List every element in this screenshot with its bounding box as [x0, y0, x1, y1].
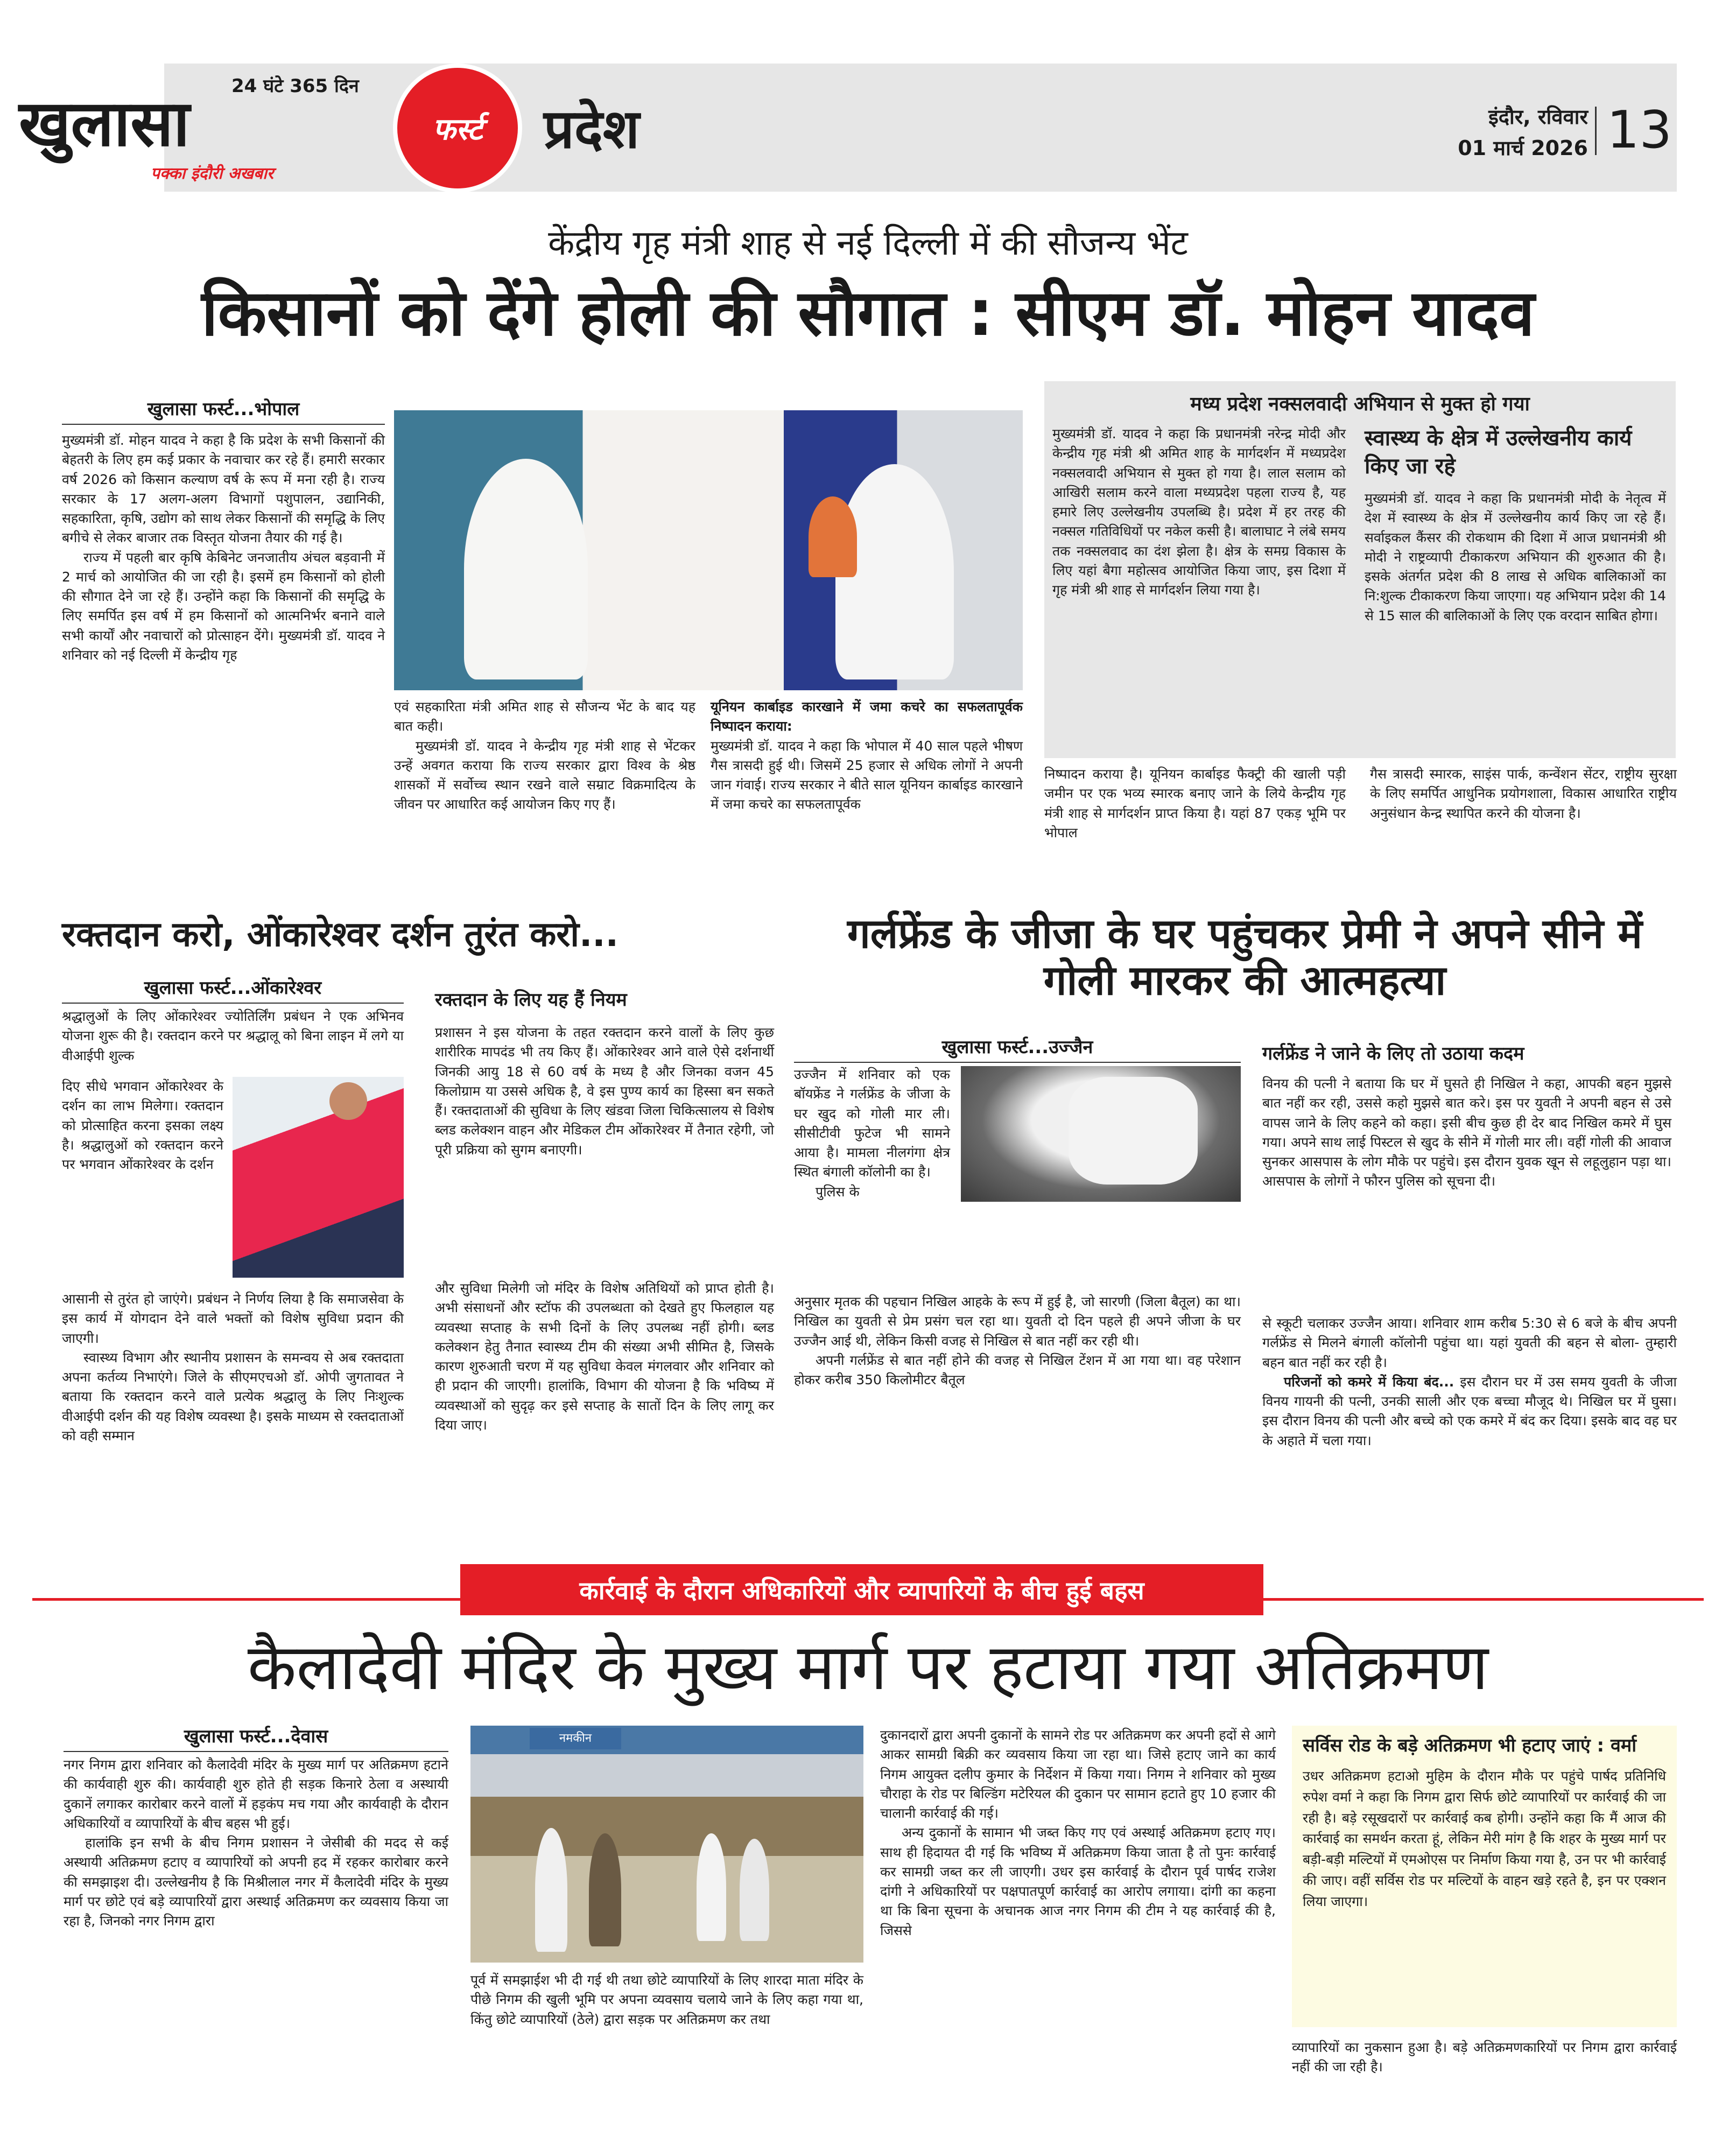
- blood-rules-title: रक्तदान के लिए यह हैं नियम: [435, 989, 627, 1011]
- paragraph: मुख्यमंत्री डॉ. यादव ने केन्द्रीय गृह मंत्री शाह से भेंटकर उन्हें अवगत कराया कि राज्य सरकार द्वारा विश्व के श्रेष्ठ शासकों में सर्वोच्च स्थान रखने वाले सम्राट विक्रमादित्य के जीवन पर आधारित कई आयोजन किए गए हैं।: [394, 738, 695, 812]
- photo-figure: [464, 459, 588, 679]
- crime-side-column: [1262, 1314, 1677, 1451]
- paragraph: मुख्यमंत्री डॉ. मोहन यादव ने कहा है कि प्रदेश के सभी किसानों की बेहतरी के लिए हम कई प्रकार के नवाचार कर रहे हैं। हमारी सरकार वर्ष 2026 को किसान कल्याण वर्ष के रूप में मना रही है। राज्य सरकार के 17 अलग-अलग विभागों पशुपालन, उद्यानिकी, सहकारिता, कृषि, उद्योग को साथ लेकर किसानों की समृद्धि के लिए बगीचे से लेकर बाजार तक विस्तृत योजना तैयार की गई है।: [62, 432, 385, 546]
- box-text: उधर अतिक्रमण हटाओ मुहिम के दौरान मौके पर पहुंचे पार्षद प्रतिनिधि रुपेश वर्मा ने कहा कि निगम द्वारा सिर्फ छोटे व्यापारियों पर कार्रवाई की जा रही है। बड़े रसूखदारों पर कार्रवाई कब होगी। उन्होंने कहा कि मैं आज की कार्रवाई का समर्थन करता हूं, लेकिन मेरी मांग है कि शहर के मुख्य मार्ग पर बड़ी-बड़ी मल्टियों में एमओएस पर निर्माण किया गया है, उन पर भी कार्रवाई की जाए। वहीं सर्विस रोड पर मल्टियों के वाहन खड़े रहते है, इन पर एक्शन लिया जाएगा।: [1303, 1768, 1666, 1909]
- naxal-box: [1044, 381, 1676, 758]
- photo-figure: [1069, 1077, 1198, 1185]
- paragraph: अन्य दुकानों के सामान भी जब्त किए गए एवं अस्थाई अतिक्रमण हटाए गए। साथ ही हिदायत दी गई कि भविष्य में अतिक्रमण किया जाता है तो पुनः कार्रवाई कर सामग्री जब्त कर ली जाएगी। उधर इस कार्रवाई के दौरान पूर्व पार्षद राजेश दांगी ने अधिकारियों पर पक्षपातपूर्ण कार्रवाई का आरोप लगाया। दांगी का कहना था कि बिना सूचना के अचानक आज नगर निगम की टीम ने यह कार्रवाई की है, जिससे: [880, 1825, 1276, 1938]
- page-number: 13: [1607, 101, 1672, 160]
- photo-figure: [535, 1828, 567, 1952]
- paragraph: अपनी गर्लफ्रेंड से बात नहीं होने की वजह से निखिल टेंशन में आ गया था। वह परेशान होकर करीब 350 किलोमीटर बैतूल: [794, 1352, 1241, 1388]
- box-right-text: मुख्यमंत्री डॉ. यादव ने कहा कि प्रधानमंत्री मोदी के नेतृत्व में देश में स्वास्थ्य के क्षेत्र में उल्लेखनीय कार्य किए जा रहे हैं। सर्वाइकल कैंसर की रोकथाम की दिशा में आज प्रधानमंत्री श्री मोदी ने राष्ट्रव्यापी टीकाकरण अभियान की शुरुआत की है। इसके अंतर्गत प्रदेश की 8 लाख से अधिक बालिकाओं का नि:शुल्क टीकाकरण किया जाएगा। यह अभियान प्रदेश की 14 से 15 साल की बालिकाओं के लिए एक वरदान साबित होगा।: [1365, 491, 1666, 623]
- photo-cm-meets-shah: [394, 410, 1023, 690]
- crime-side-title: गर्लफ्रेंड ने जाने के लिए तो उठाया कदम: [1262, 1043, 1524, 1064]
- paragraph: दुकानदारों द्वारा अपनी दुकानों के सामने रोड पर अतिक्रमण कर अपनी हदों से आगे आकर सामग्री बिक्री कर व्यवसाय किया जा रहा था। जिसे हटाए जाने का कार्य निगम आयुक्त दलीप कुमार के निर्देशन में किया गया। निगम ने शनिवार को मुख्य चौराहा के रोड पर बिल्डिंग मटेरियल की दुकान पर सामान हटाते हुए 10 हजार की चालानी कार्रवाई की गई।: [880, 1727, 1276, 1821]
- box-right-title: स्वास्थ्य के क्षेत्र में उल्लेखनीय कार्य किए जा रहे: [1365, 426, 1632, 479]
- paragraph: स्वास्थ्य विभाग और स्थानीय प्रशासन के समन्वय से अब रक्तदाता अपना कर्तव्य निभाएंगे। जिले के सीएमएचओ डॉ. ओपी जुगतावत ने बताया कि रक्तदान करने वाले प्रत्येक श्रद्धालु के लिए निःशुल्क वीआईपी दर्शन की यह विशेष व्यवस्था है। इसके माध्यम से रक्तदाताओं को वही सम्मान: [62, 1349, 404, 1444]
- photo-figure: [329, 1082, 367, 1120]
- masthead-tagline: 24 घंटे 365 दिन: [231, 75, 359, 97]
- paragraph: पुलिस के: [816, 1183, 860, 1200]
- masthead-logo-text: फर्स्ट: [432, 112, 483, 147]
- crime-bold-lead: परिजनों को कमरे में किया बंद...: [1284, 1374, 1454, 1390]
- lead-column-2: [394, 697, 695, 815]
- paragraph-text: इस दौरान घर में उस समय युवती के जीजा विनय गायनी की पत्नी, उनकी साली और एक बच्चा मौजूद थे। निखिल घर में घुसा। इस दौरान विनय की पत्नी और बच्चे को एक कमरे में बंद कर दिया। इसके बाद वह घर के अहाते में चला गया।: [1262, 1374, 1677, 1448]
- crime-dateline: खुलासा फर्स्ट...उज्जैन: [794, 1034, 1241, 1063]
- blood-headline: रक्तदान करो, ओंकारेश्वर दर्शन तुरंत करो...: [62, 915, 619, 955]
- subhead: यूनियन कार्बाइड कारखाने में जमा कचरे का सफलतापूर्वक निष्पादन कराया:: [711, 699, 1023, 734]
- encroach-dateline: खुलासा फर्स्ट...देवास: [64, 1723, 448, 1752]
- shop-sign: नमकीन: [530, 1728, 621, 1749]
- lead-kicker: केंद्रीय गृह मंत्री शाह से नई दिल्ली में की सौजन्य भेंट: [548, 223, 1188, 263]
- box-title: सर्विस रोड के बड़े अतिक्रमण भी हटाए जाएं : वर्मा: [1303, 1735, 1636, 1756]
- encroach-column-3: [880, 1726, 1276, 1940]
- paragraph: अनुसार मृतक की पहचान निखिल आहके के रूप में हुई है, जो सारणी (जिला बैतूल) का था। निखिल का युवती से प्रेम प्रसंग चल रहा था। युवती दो दिन पहले ही अपने जीजा के घर उज्जैन आई थी, लेकिन किसी वजह से निखिल से बात नहीं कर रही थी।: [794, 1294, 1241, 1349]
- encroach-headline: कैलादेवी मंदिर के मुख्य मार्ग पर हटाया गया अतिक्रमण: [247, 1630, 1489, 1704]
- paragraph: से स्कूटी चलाकर उज्जैन आया। शनिवार शाम करीब 5:30 से 6 बजे के बीच अपनी गर्लफ्रेंड से मिलने बंगाली कॉलोनी पहुंचा था। यहां युवती की बहन से बोला- तुम्हारी बहन बात नहीं कर रही है।: [1262, 1315, 1677, 1370]
- masthead-logo-disc: [393, 64, 522, 193]
- paragraph: नगर निगम द्वारा शनिवार को कैलादेवी मंदिर के मुख्य मार्ग पर अतिक्रमण हटाने की कार्यवाही शुरु की। कार्यवाही शुरु होते ही सड़क किनारे ठेला व अस्थायी दुकानें लगाकर कारोबार करने वालों में हड़कंप मच गया और कार्यवाही के दौरान अधिकारियों व व्यापारियों के बीच बहस भी हुई।: [64, 1757, 448, 1831]
- masthead-brand: खुलासा: [19, 86, 190, 160]
- photo-crime-scene: [961, 1066, 1241, 1202]
- lead-column-3: [711, 697, 1023, 815]
- box-title: मध्य प्रदेश नक्सलवादी अभियान से मुक्त हो गया: [1190, 393, 1530, 415]
- lead-column-1: [62, 431, 385, 665]
- encroach-banner: कार्रवाई के दौरान अधिकारियों और व्यापारियों के बीच हुई बहस: [460, 1564, 1263, 1615]
- section-title: प्रदेश: [544, 97, 639, 160]
- edition-date: 01 मार्च 2026: [1458, 136, 1588, 160]
- blood-dateline: खुलासा फर्स्ट...ओंकारेश्वर: [62, 975, 404, 1004]
- encroach-column-1: [64, 1755, 448, 1931]
- photo-figure: [697, 1833, 726, 1941]
- encroach-column-2: पूर्व में समझाईश भी दी गई थी तथा छोटे व्यापारियों के लिए शारदा माता मंदिर के पीछे निगम की खुली भूमि पर अपना व्यवसाय चलाये जाने के लिए कहा गया था, किंतु छोटे व्यापारियों (ठेले) द्वारा सड़क पर अतिक्रमण कर तथा: [470, 1972, 863, 2027]
- photo-blood-donor: [233, 1077, 404, 1278]
- masthead-subtitle: पक्का इंदौरी अखबार: [151, 164, 274, 183]
- box-left-text: मुख्यमंत्री डॉ. यादव ने कहा कि प्रधानमंत्री नरेन्द्र मोदी और केन्द्रीय गृह मंत्री श्री अमित शाह के मार्गदर्शन में मध्यप्रदेश नक्सलवादी अभियान से मुक्त हो गया है। लाल सलाम को आखिरी सलाम करने वाला मध्यप्रदेश पहला राज्य है, यह हमारे लिए उल्लेखनीय उपलब्धि है। प्रदेश में हर तरह की नक्सल गतिविधियों पर नकेल कसी है। बालाघाट ने लंबे समय तक नक्सलवाद का दंश झेला है। क्षेत्र के समग्र विकास के लिए यहां बैगा महोत्सव आयोजित किया जाए, इस दिशा में गृह मंत्री श्री शाह से मार्गदर्शन लिया गया है।: [1052, 426, 1346, 598]
- photo-encroachment-drive: [470, 1726, 863, 1963]
- photo-figure: [589, 1833, 621, 1946]
- lead-headline: किसानों को देंगे होली की सौगात : सीएम डॉ. मोहन यादव: [201, 276, 1535, 350]
- paragraph: उज्जैन में शनिवार को एक बॉयफ्रेंड ने गर्लफ्रेंड के जीजा के घर खुद को गोली मार ली। सीसीटीवी फुटेज भी सामने आया है। मामला नीलगंगा क्षेत्र स्थित बंगाली कॉलोनी का है।: [794, 1067, 950, 1180]
- blood-wrap-text: दिए सीधे भगवान ओंकारेश्वर के दर्शन का लाभ मिलेगा। रक्तदान को प्रोत्साहित करना इसका लक्ष्य है। श्रद्धालुओं को रक्तदान करने पर भगवान ओंकारेश्वर के दर्शन: [62, 1078, 223, 1172]
- paragraph: राज्य में पहली बार कृषि केबिनेट जनजातीय अंचल बड़वानी में 2 मार्च को आयोजित की जा रही है। इसमें हम किसानों को होली की सौगात देने जा रहे हैं। उन्होंने कहा कि किसानों की समृद्धि के लिए समर्पित इस वर्ष में हम किसानों को आत्मनिर्भर बनाने वाले सभी कार्यों और नवाचारों को प्रोत्साहन देंगे। मुख्यमंत्री डॉ. यादव ने शनिवार को नई दिल्ली में केन्द्रीय गृह: [62, 549, 385, 663]
- divider: [1595, 107, 1597, 155]
- paragraph: एवं सहकारिता मंत्री अमित शाह से सौजन्य भेंट के बाद यह बात कही।: [394, 699, 695, 734]
- blood-rules-text: प्रशासन ने इस योजना के तहत रक्तदान करने वालों के लिए कुछ शारीरिक मापदंड भी तय किए हैं। ओंकारेश्वर आने वाले ऐसे दर्शनार्थी जिनकी आयु 18 से 60 वर्ष के मध्य है और जिनका वजन 45 किलोग्राम या उससे अधिक है, वे इस पुण्य कार्य का हिस्सा बन सकते हैं। रक्तदाताओं की सुविधा के लिए खंडवा जिला चिकित्सालय से विशेष ब्लड कलेक्शन वाहन और मेडिकल टीम ओंकारेश्वर में तैनात रहेगी, जो पूरी प्रक्रिया को सुगम बनाएगी।: [435, 1025, 774, 1158]
- crime-side-text: विनय की पत्नी ने बताया कि घर में घुसते ही निखिल ने कहा, आपकी बहन मुझसे बात नहीं कर रही, उससे कहो मुझसे बात करे। इस पर युवती ने अपनी बहन से उसे वापस जाने के लिए कहने को कहा। इसी बीच कुछ ही देर बाद निखिल कमरे में घुस गया। अपने साथ लाई पिस्टल से खुद के सीने में गोली मार ली। वहीं गोली की आवाज सुनकर आसपास के लोग मौके पर पहुंचे। इस दौरान युवक खून से लहूलुहान पड़ा था। आसपास के लोगों ने फौरन पुलिस को सूचना दी।: [1262, 1076, 1671, 1189]
- crime-headline: गर्लफ्रेंड के जीजा के घर पहुंचकर प्रेमी ने अपने सीने में गोली मारकर की आत्महत्या: [847, 909, 1642, 1005]
- blood-intro: श्रद्धालुओं के लिए ओंकारेश्वर ज्योतिर्लिंग प्रबंधन ने एक अभिनव योजना शुरू की है। रक्तदान करने पर श्रद्धालू को बिना लाइन में लगे या वीआईपी शुल्क: [62, 1008, 404, 1063]
- photo-idol: [809, 496, 857, 577]
- paragraph: मुख्यमंत्री डॉ. यादव ने कहा कि भोपाल में 40 साल पहले भीषण गैस त्रासदी हुई थी। जिसमें 25 हजार से अधिक लोगों ने अपनी जान गंवाई। राज्य सरकार ने बीते साल यूनियन कार्बाइड कारखाने में जमा कचरे का सफलतापूर्वक: [711, 738, 1023, 812]
- paragraph: [1262, 1372, 1677, 1451]
- crime-column-1: [794, 1292, 1241, 1390]
- verma-box: [1292, 1726, 1677, 2027]
- crime-wrap-text: [794, 1065, 950, 1202]
- photo-figure: [740, 1839, 769, 1941]
- lead-column-4: निष्पादन कराया है। यूनियन कार्बाइड फैक्ट्री की खाली पड़ी जमीन पर एक भव्य स्मारक बनाए जाने के लिये केन्द्रीय गृह मंत्री शाह से मार्गदर्शन प्राप्त किया है। यहां 87 एकड़ भूमि पर भोपाल: [1044, 766, 1346, 840]
- lead-column-5: गैस त्रासदी स्मारक, साइंस पार्क, कन्वेंशन सेंटर, राष्ट्रीय सुरक्षा के लिए समर्पित आधुनिक प्रयोगशाला, विकास आधारित राष्ट्रीय अनुसंधान केन्द्र स्थापित करने की योजना है।: [1370, 766, 1677, 821]
- paragraph: हालांकि इन सभी के बीच निगम प्रशासन ने जेसीबी की मदद से कई अस्थायी अतिक्रमण हटाए व व्यापारियों को अपनी हद में रहकर कारोबार करने की समझाइश दी। उल्लेखनीय है कि मिश्रीलाल नगर में कैलादेवी मंदिर के मुख्य मार्ग पर छोटे एवं बड़े व्यापारियों द्वारा अस्थाई अतिक्रमण कर व्यवसाय किया जा रहा है, जिनको नगर निगम द्वारा: [64, 1835, 448, 1929]
- lead-dateline: खुलासा फर्स्ट...भोपाल: [62, 396, 385, 425]
- encroach-column-4: व्यापारियों का नुकसान हुआ है। बड़े अतिक्रमणकारियों पर निगम द्वारा कार्रवाई नहीं की जा रही है।: [1292, 2040, 1677, 2075]
- blood-column-2: और सुविधा मिलेगी जो मंदिर के विशेष अतिथियों को प्राप्त होती है। अभी संसाधनों और स्टॉफ की उपलब्धता को देखते हुए फिलहाल यह व्यवस्था सप्ताह के सभी दिनों के लिए उपलब्ध नहीं होगी। ब्लड कलेक्शन हेतु तैनात स्वास्थ्य टीम की संख्या अभी सीमित है, जिसके कारण शुरुआती चरण में यह सुविधा केवल मंगलवार और शनिवार को ही प्रदान की जाएगी। हालांकि, विभाग की योजना है कि भविष्य में व्यवस्थाओं को सुदृढ़ कर इसे सप्ताह के सातों दिन के लिए लागू कर दिया जाए।: [435, 1280, 774, 1433]
- edition-city-day: इंदौर, रविवार: [1488, 105, 1588, 129]
- blood-column-1: [62, 1290, 404, 1446]
- paragraph: आसानी से तुरंत हो जाएंगे। प्रबंधन ने निर्णय लिया है कि समाजसेवा के इस कार्य में योगदान देने वाले भक्तों को विशेष सुविधा प्रदान की जाएगी।: [62, 1291, 404, 1346]
